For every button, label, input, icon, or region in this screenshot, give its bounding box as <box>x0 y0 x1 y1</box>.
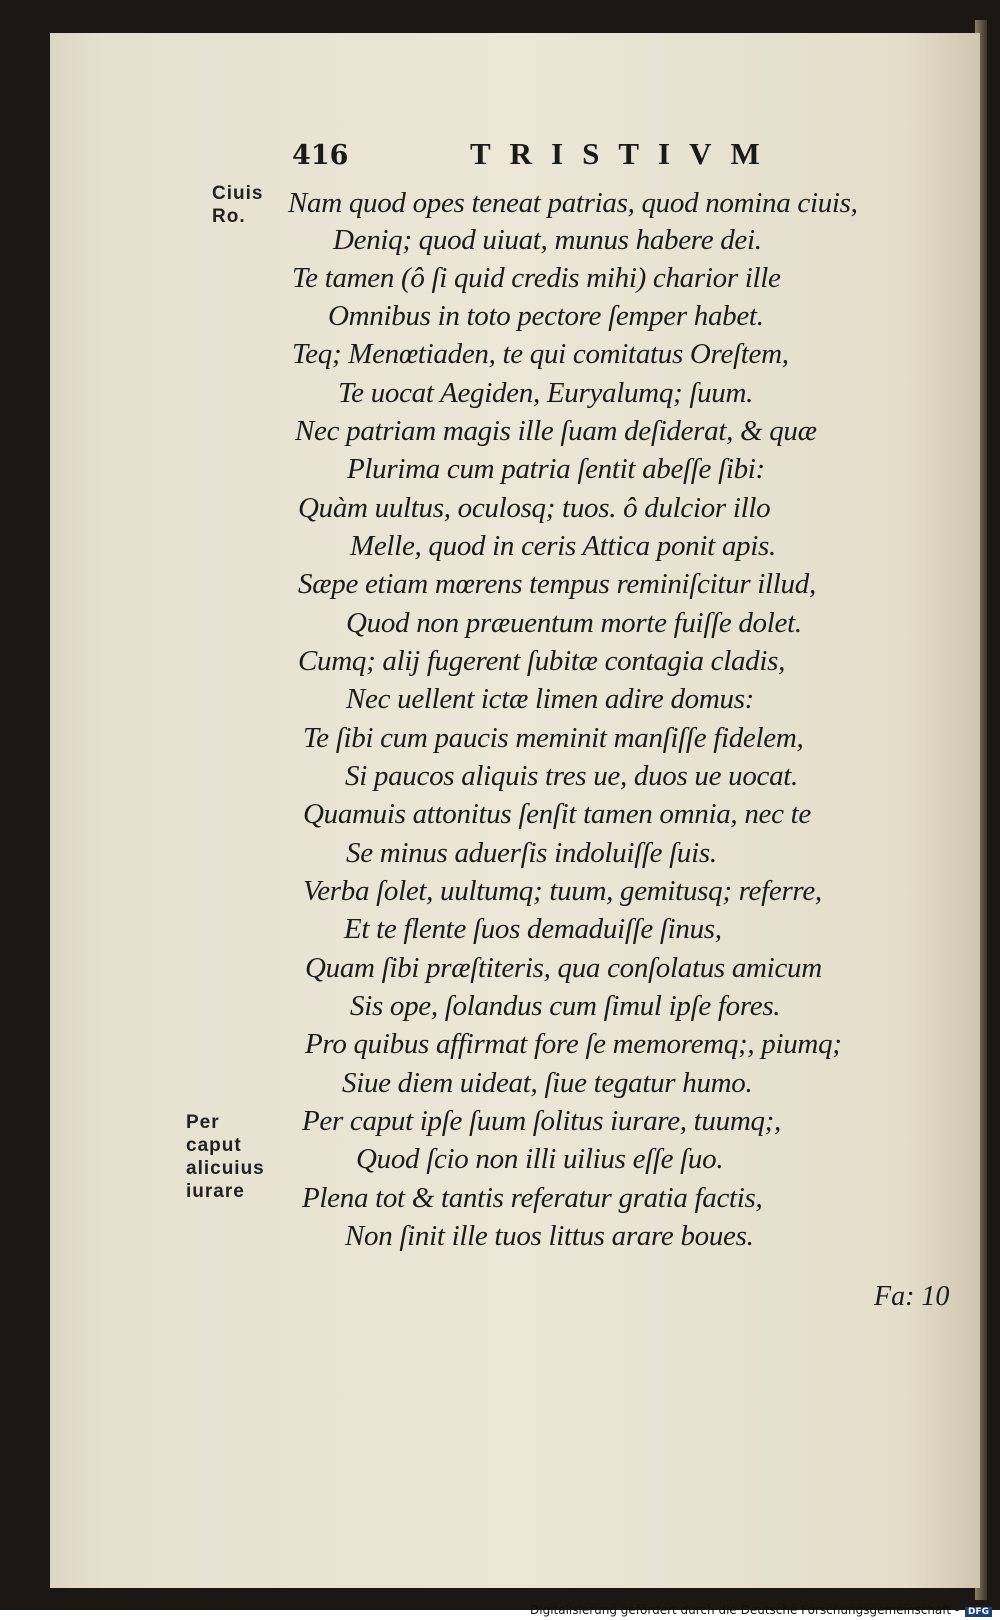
verse-line: Per caput ipſe ſuum ſolitus iurare, tuumq;, <box>302 1105 781 1137</box>
verse-line: Teq; Menœtiaden, te qui comitatus Oreſtem, <box>292 338 789 370</box>
verse-line: Et te flente ſuos demaduiſſe ſinus, <box>344 913 722 945</box>
verse-line: Quod non præuentum morte fuiſſe dolet. <box>346 607 802 639</box>
verse-line: Sæpe etiam mœrens tempus reminiſcitur illud, <box>298 568 816 600</box>
verse-line: Siue diem uideat, ſiue tegatur humo. <box>342 1067 753 1099</box>
verse-line: Te uocat Aegiden, Euryalumq; ſuum. <box>338 377 754 409</box>
verse-line: Melle, quod in ceris Attica ponit apis. <box>350 530 776 562</box>
verse-line: Nec uellent ictæ limen adire domus: <box>346 683 755 715</box>
verse-line: Nec patriam magis ille ſuam deſiderat, & quæ <box>295 415 817 447</box>
verse-line: Verba ſolet, uultumq; tuum, gemitusq; referre, <box>303 875 822 907</box>
margin-note-ciuis: Ciuis Ro. <box>212 183 264 227</box>
dfg-logo: DFG <box>965 1607 992 1617</box>
verse-line: Te tamen (ô ſi quid credis mihi) charior ille <box>292 262 781 294</box>
verse-line: Deniq; quod uiuat, munus habere dei. <box>333 224 762 256</box>
verse-line: Te ſibi cum paucis meminit manſiſſe fidelem, <box>303 722 804 754</box>
verse-line: Cumq; alij fugerent ſubitæ contagia cladis, <box>298 645 786 677</box>
verse-line: Nam quod opes teneat patrias, quod nomina ciuis, <box>288 187 858 219</box>
verse-line: Pro quibus affirmat fore ſe memoremq;, piumq; <box>305 1028 842 1060</box>
verse-line: Quamuis attonitus ſenſit tamen omnia, nec te <box>303 798 811 830</box>
verse-line: Quàm uultus, oculosq; tuos. ô dulcior illo <box>298 492 771 524</box>
page-number: 416 <box>292 140 349 171</box>
verse-line: Plena tot & tantis referatur gratia factis, <box>302 1182 763 1214</box>
digitization-credit <box>530 1603 992 1617</box>
verse-line: Se minus aduerſis indoluiſſe ſuis. <box>346 837 717 869</box>
verse-line: Plurima cum patria ſentit abeſſe ſibi: <box>347 453 765 485</box>
verse-line: Omnibus in toto pectore ſemper habet. <box>328 300 764 332</box>
verse-line: Quam ſibi præſtiteris, qua conſolatus amicum <box>305 952 822 984</box>
catchword: Fa: 10 <box>874 1281 950 1312</box>
verse-line: Si paucos aliquis tres ue, duos ue uocat. <box>345 760 799 792</box>
verse-line: Quod ſcio non illi uilius eſſe ſuo. <box>356 1143 724 1175</box>
running-title: TRISTIVM <box>470 136 779 171</box>
margin-note-per-caput: Per caput alicuius iurare <box>186 1112 265 1202</box>
verse-line: Sis ope, ſolandus cum ſimul ipſe fores. <box>350 990 781 1022</box>
verse-line: Non ſinit ille tuos littus arare boues. <box>345 1220 754 1252</box>
credit-text: Digitalisierung gefördert durch die Deutsche Forschungsgemeinschaft - <box>530 1603 960 1617</box>
